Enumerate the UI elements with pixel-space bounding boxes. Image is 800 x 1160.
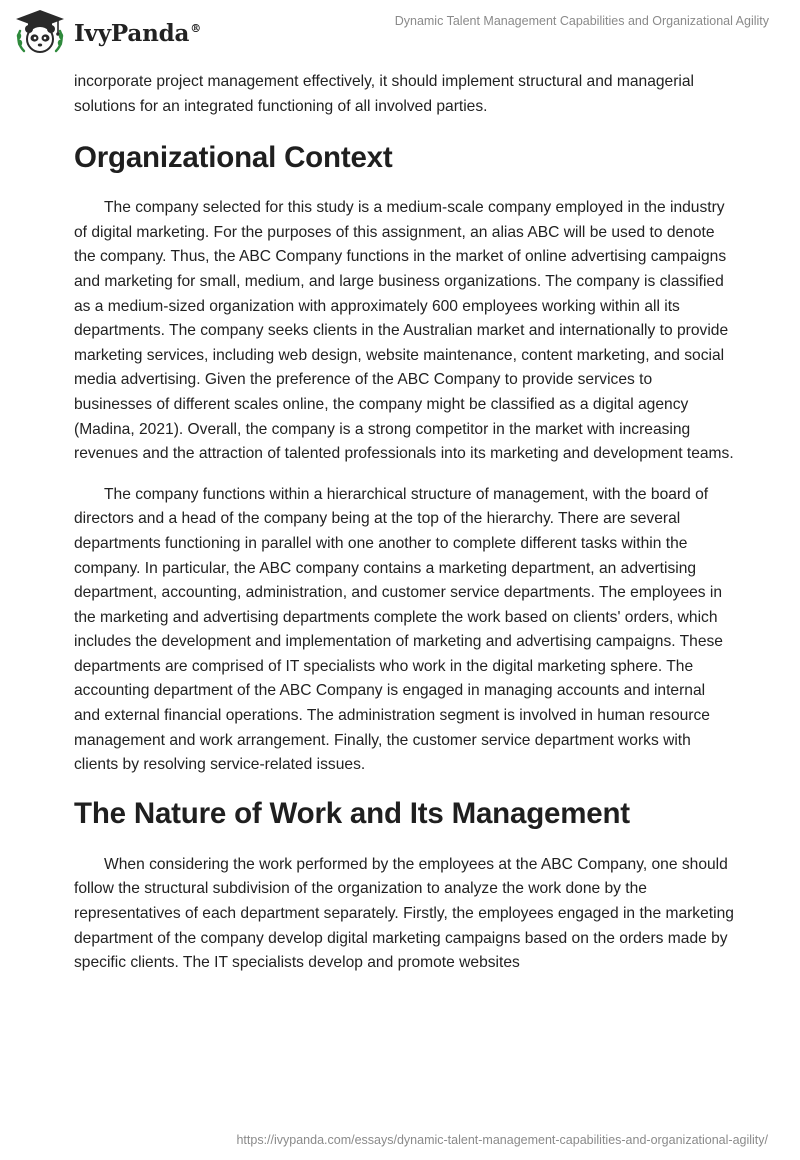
document-running-title: Dynamic Talent Management Capabilities and Organizational Agility: [394, 14, 769, 28]
essay-body: [74, 70, 734, 976]
panda-graduate-icon: [14, 9, 66, 55]
paragraph-spacer: [74, 467, 734, 483]
source-url[interactable]: https://ivypanda.com/essays/dynamic-talent-management-capabilities-and-organizational-agility/: [236, 1133, 768, 1147]
logo-wordmark: IvyPanda®: [74, 19, 201, 47]
section-heading-organizational-context: Organizational Context: [74, 141, 393, 175]
section-heading-nature-of-work: The Nature of Work and Its Management: [74, 796, 630, 830]
ivypanda-logo[interactable]: [14, 9, 201, 55]
intro-paragraph: incorporate project management effectively, it should implement structural and managerial solutions for an integrated functioning of all involved parties.: [74, 73, 695, 115]
page-header: [0, 0, 800, 60]
section2-paragraph-1: When considering the work performed by the employees at the ABC Company, one should follow the structural subdivision of the organization to analyze the work done by the representatives of each department separately. Firstly, the employees engaged in the marketing department of the company develop digital marketing campaigns based on the orders made by specific clients. The IT specialists develop and promote websites: [74, 855, 734, 972]
section1-paragraph-2: The company functions within a hierarchical structure of management, with the board of directors and a head of the company being at the top of the hierarchy. There are several departments functioning in parallel with one another to complete different tasks within the company. In particular, the ABC company contains a marketing department, an advertising department, accounting, administration, and customer service departments. The employees in the marketing and advertising departments complete the work based on clients' orders, which includes the development and implementation of marketing and advertising campaigns. These departments are comprised of IT specialists who work in the digital marketing sphere. The accounting department of the ABC Company is engaged in managing accounts and internal and external financial operations. The administration segment is involved in human resource management and work arrangement. Finally, the customer service department works with clients by resolving service-related issues.: [74, 485, 723, 774]
section1-paragraph-1: The company selected for this study is a medium-scale company employed in the industry of digital marketing. For the purposes of this assignment, an alias ABC will be used to denote the company. Thus, the ABC Company functions in the market of online advertising campaigns and marketing for small, medium, and large business organizations. The company is classified as a medium-sized organization with approximately 600 employees working within all its departments. The company seeks clients in the Australian market and internationally to provide marketing services, including web design, website maintenance, content marketing, and social media advertising. Given the preference of the ABC Company to provide services to businesses of different scales online, the company might be classified as a digital agency (Madina, 2021). Overall, the company is a strong competitor in the market with increasing revenues and the attraction of talented professionals into its marketing and development teams.: [74, 199, 734, 463]
